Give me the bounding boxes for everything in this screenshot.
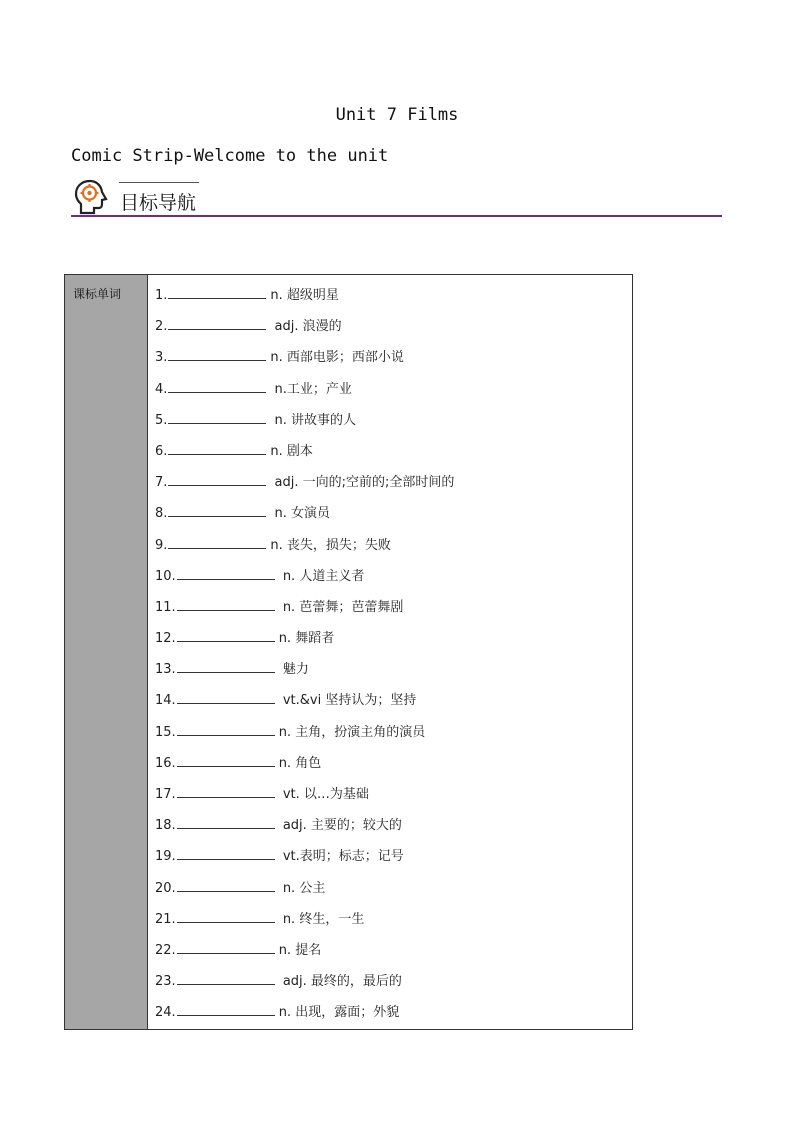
list-item: 23. adj. 最终的，最后的 [155, 974, 402, 990]
lesson-subtitle: Comic Strip-Welcome to the unit [71, 146, 389, 166]
answer-blank[interactable] [177, 785, 275, 798]
answer-blank[interactable] [177, 941, 275, 954]
answer-blank[interactable] [177, 723, 275, 736]
list-item: 24. n. 出现，露面；外貌 [155, 1005, 400, 1021]
section-heading-text: 目标导航 [120, 192, 197, 214]
answer-blank[interactable] [177, 847, 275, 860]
list-item: 16. n. 角色 [155, 755, 322, 771]
vocabulary-table [64, 274, 633, 1030]
answer-blank[interactable] [177, 598, 275, 611]
answer-blank[interactable] [168, 504, 266, 517]
list-item: 10. n. 人道主义者 [155, 568, 365, 584]
list-item: 20. n. 公主 [155, 880, 326, 896]
list-item: 15. n. 主角，扮演主角的演员 [155, 724, 426, 740]
answer-blank[interactable] [168, 473, 266, 486]
table-label-cell [65, 275, 148, 1030]
list-item: 22. n. 提名 [155, 942, 322, 958]
heading-underline [71, 215, 722, 217]
list-item: 14. vt.&vi 坚持认为；坚持 [155, 693, 417, 709]
vocabulary-list [148, 275, 633, 1030]
answer-blank[interactable] [177, 754, 275, 767]
list-item: 11. n. 芭蕾舞；芭蕾舞剧 [155, 599, 404, 615]
list-item: 6. n. 剧本 [155, 443, 313, 459]
answer-blank[interactable] [177, 816, 275, 829]
answer-blank[interactable] [168, 536, 266, 549]
list-item: 21. n. 终生，一生 [155, 911, 365, 927]
list-item: 1. n. 超级明星 [155, 288, 339, 303]
list-item: 3. n. 西部电影；西部小说 [155, 350, 404, 366]
answer-blank[interactable] [168, 411, 266, 424]
answer-blank[interactable] [177, 910, 275, 923]
list-item: 2. adj. 浪漫的 [155, 319, 342, 335]
list-item: 9. n. 丧失，损失；失败 [155, 537, 391, 553]
answer-blank[interactable] [177, 629, 275, 642]
answer-blank[interactable] [177, 879, 275, 892]
answer-blank[interactable] [168, 348, 266, 361]
section-heading [71, 176, 722, 220]
heading-decoration-line [119, 182, 199, 183]
list-item: 13. 魅力 [155, 662, 309, 678]
answer-blank[interactable] [177, 660, 275, 673]
list-item: 18. adj. 主要的；较大的 [155, 818, 402, 834]
answer-blank[interactable] [177, 1003, 275, 1016]
page-title: Unit 7 Films [335, 105, 459, 125]
list-item: 5. n. 讲故事的人 [155, 412, 357, 428]
answer-blank[interactable] [168, 286, 266, 299]
answer-blank[interactable] [177, 691, 275, 704]
answer-blank[interactable] [168, 442, 266, 455]
table-label: 课标单词 [73, 287, 122, 301]
head-brain-icon [73, 178, 109, 216]
list-item: 8. n. 女演员 [155, 506, 331, 522]
answer-blank[interactable] [168, 317, 266, 330]
list-item: 17. vt. 以…为基础 [155, 787, 369, 802]
list-item: 19. vt.表明；标志；记号 [155, 849, 404, 865]
answer-blank[interactable] [177, 972, 275, 985]
answer-blank[interactable] [168, 380, 266, 393]
list-item: 12. n. 舞蹈者 [155, 631, 335, 647]
list-item: 7. adj. 一向的;空前的;全部时间的 [155, 475, 455, 491]
answer-blank[interactable] [177, 567, 275, 580]
list-item: 4. n.工业；产业 [155, 381, 352, 397]
